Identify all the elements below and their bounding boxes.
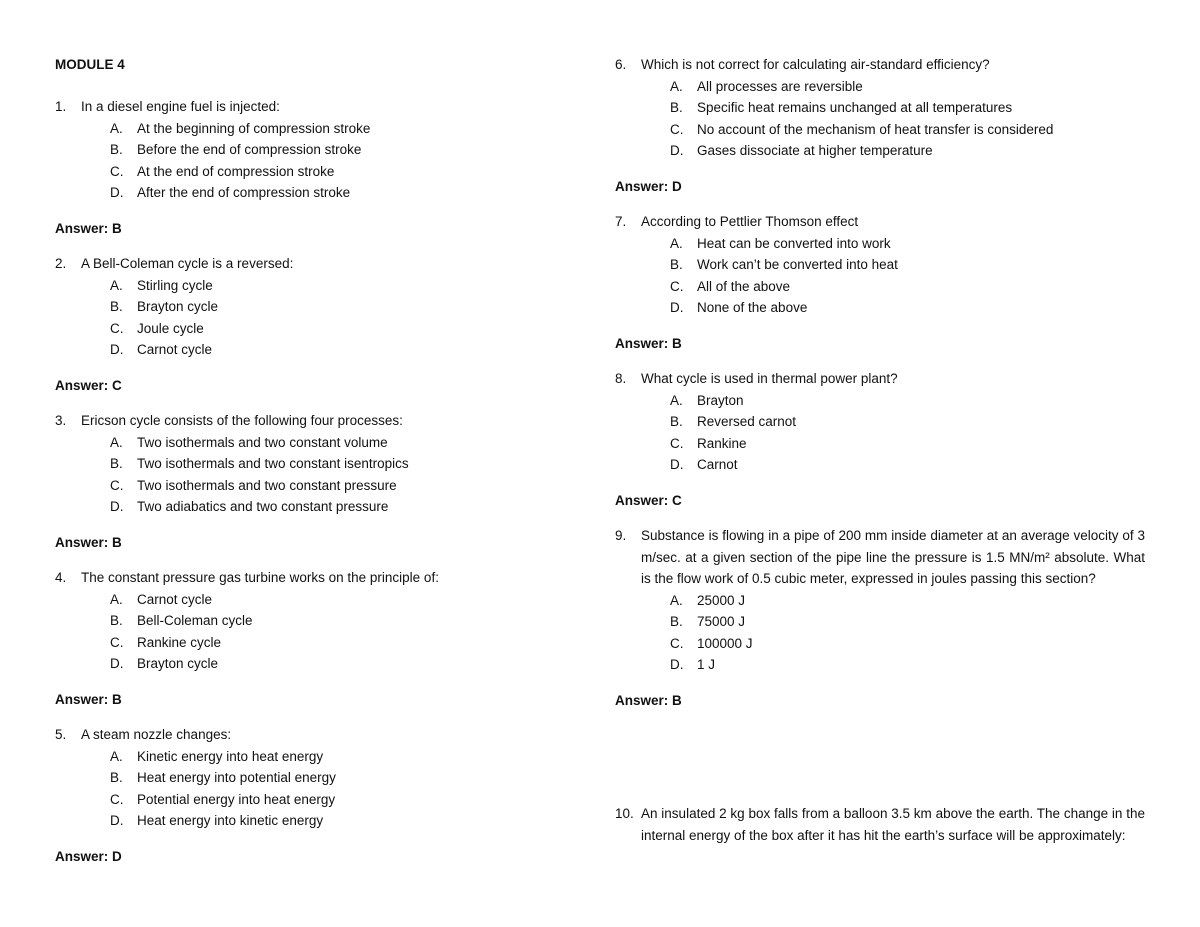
right-column bbox=[615, 54, 1145, 846]
option-item bbox=[55, 161, 555, 183]
option-text: Two isothermals and two constant isentropics bbox=[137, 456, 409, 471]
option-item bbox=[615, 76, 1145, 98]
option-item bbox=[615, 233, 1145, 255]
option-letter: D. bbox=[670, 457, 684, 472]
option-letter: D. bbox=[670, 300, 684, 315]
option-item bbox=[615, 97, 1145, 119]
option-item bbox=[615, 654, 1145, 676]
option-text: Reversed carnot bbox=[697, 414, 797, 429]
option-item bbox=[55, 610, 555, 632]
option-text: 1 J bbox=[697, 657, 716, 672]
question-number: 8. bbox=[615, 371, 627, 386]
option-text: Carnot cycle bbox=[137, 591, 213, 607]
answer-line: Answer: B bbox=[55, 220, 122, 236]
option-letter: A. bbox=[670, 592, 683, 608]
question-number: 5. bbox=[55, 727, 67, 742]
option-text: 25000 J bbox=[697, 592, 746, 608]
question-block bbox=[615, 803, 1145, 846]
option-letter: A. bbox=[110, 277, 123, 293]
option-text: 75000 J bbox=[697, 614, 746, 629]
option-letter: D. bbox=[110, 656, 124, 671]
answer-line: Answer: D bbox=[615, 178, 682, 194]
options-list bbox=[615, 76, 1145, 162]
option-letter: B. bbox=[110, 770, 123, 785]
question-text: Substance is flowing in a pipe of 200 mm inside diameter at an average velocity of 3 m/sec. at a given section of the pipe line the pressure is 1.5 MN/m² absolute. What is the flow work of 0.5 cubic meter, expressed in joules passing this section? bbox=[641, 528, 1145, 586]
question-text: A Bell-Coleman cycle is a reversed: bbox=[81, 256, 294, 271]
question-block bbox=[55, 410, 555, 553]
option-text: Heat can be converted into work bbox=[697, 235, 891, 251]
options-list bbox=[615, 233, 1145, 319]
option-item bbox=[615, 433, 1145, 455]
option-text: Potential energy into heat energy bbox=[137, 791, 336, 807]
option-letter: C. bbox=[110, 320, 124, 336]
option-item bbox=[615, 390, 1145, 412]
option-item bbox=[55, 275, 555, 297]
question-number: 6. bbox=[615, 57, 627, 72]
question-number: 9. bbox=[615, 528, 627, 543]
option-letter: B. bbox=[670, 414, 683, 429]
option-text: Kinetic energy into heat energy bbox=[137, 748, 324, 764]
option-item bbox=[615, 590, 1145, 612]
option-text: At the beginning of compression stroke bbox=[137, 120, 371, 136]
option-text: Brayton bbox=[697, 392, 744, 408]
option-text: Two isothermals and two constant pressure bbox=[137, 477, 397, 493]
option-text: Carnot bbox=[697, 457, 738, 472]
option-item bbox=[55, 182, 555, 204]
left-column bbox=[55, 54, 555, 881]
option-letter: C. bbox=[670, 121, 684, 137]
option-item bbox=[55, 767, 555, 789]
option-letter: C. bbox=[110, 791, 124, 807]
option-text: Brayton cycle bbox=[137, 656, 219, 671]
option-item bbox=[615, 611, 1145, 633]
blank-space bbox=[615, 725, 1145, 803]
option-letter: A. bbox=[110, 434, 123, 450]
option-letter: C. bbox=[110, 477, 124, 493]
option-item bbox=[55, 318, 555, 340]
option-item bbox=[55, 339, 555, 361]
option-item bbox=[55, 810, 555, 832]
option-letter: A. bbox=[670, 235, 683, 251]
option-text: After the end of compression stroke bbox=[137, 185, 351, 200]
option-item bbox=[55, 653, 555, 675]
option-item bbox=[55, 746, 555, 768]
question-number: 7. bbox=[615, 214, 627, 229]
option-letter: C. bbox=[670, 278, 684, 294]
question-number: 4. bbox=[55, 570, 67, 585]
question-text: In a diesel engine fuel is injected: bbox=[81, 99, 280, 114]
option-item bbox=[615, 633, 1145, 655]
question-text: According to Pettlier Thomson effect bbox=[641, 214, 859, 229]
options-list bbox=[55, 432, 555, 518]
option-letter: D. bbox=[110, 342, 124, 357]
option-text: Two adiabatics and two constant pressure bbox=[137, 499, 389, 514]
answer-line: Answer: B bbox=[55, 691, 122, 707]
option-item bbox=[55, 453, 555, 475]
question-block bbox=[55, 724, 555, 867]
question-text: What cycle is used in thermal power plant? bbox=[641, 371, 898, 386]
question-text: Which is not correct for calculating air-standard efficiency? bbox=[641, 57, 990, 72]
option-letter: A. bbox=[110, 120, 123, 136]
option-item bbox=[55, 296, 555, 318]
answer-line: Answer: C bbox=[615, 492, 682, 508]
answer-line: Answer: B bbox=[615, 692, 682, 708]
page-title: MODULE 4 bbox=[55, 57, 125, 72]
option-letter: A. bbox=[670, 392, 683, 408]
options-list bbox=[55, 118, 555, 204]
answer-line: Answer: C bbox=[55, 377, 122, 393]
option-letter: D. bbox=[110, 813, 124, 828]
option-text: Carnot cycle bbox=[137, 342, 213, 357]
options-list bbox=[615, 390, 1145, 476]
options-list bbox=[55, 746, 555, 832]
option-text: Specific heat remains unchanged at all temperatures bbox=[697, 100, 1013, 115]
option-text: No account of the mechanism of heat transfer is considered bbox=[697, 121, 1054, 137]
option-text: Rankine cycle bbox=[137, 634, 222, 650]
option-letter: C. bbox=[670, 435, 684, 451]
option-letter: D. bbox=[110, 499, 124, 514]
question-block bbox=[55, 567, 555, 710]
question-block bbox=[615, 525, 1145, 711]
question-block bbox=[55, 96, 555, 239]
options-list bbox=[55, 275, 555, 361]
option-item bbox=[55, 589, 555, 611]
option-text: All processes are reversible bbox=[697, 78, 863, 94]
option-letter: C. bbox=[110, 634, 124, 650]
question-block bbox=[615, 211, 1145, 354]
option-text: Before the end of compression stroke bbox=[137, 142, 362, 157]
question-number: 3. bbox=[55, 413, 67, 428]
option-letter: D. bbox=[110, 185, 124, 200]
option-text: Bell-Coleman cycle bbox=[137, 613, 253, 628]
question-number: 2. bbox=[55, 256, 67, 271]
options-list bbox=[615, 590, 1145, 676]
answer-line: Answer: B bbox=[55, 534, 122, 550]
option-letter: B. bbox=[110, 142, 123, 157]
options-list bbox=[55, 589, 555, 675]
option-item bbox=[615, 276, 1145, 298]
option-letter: D. bbox=[670, 143, 684, 158]
question-text: Ericson cycle consists of the following four processes: bbox=[81, 413, 403, 428]
option-item bbox=[55, 475, 555, 497]
question-text: An insulated 2 kg box falls from a balloon 3.5 km above the earth. The change in the internal energy of the box after it has hit the earth’s surface will be approximately: bbox=[641, 806, 1145, 843]
option-letter: A. bbox=[110, 748, 123, 764]
option-item bbox=[615, 119, 1145, 141]
option-item bbox=[55, 496, 555, 518]
question-text: A steam nozzle changes: bbox=[81, 727, 232, 742]
option-letter: A. bbox=[110, 591, 123, 607]
option-item bbox=[55, 632, 555, 654]
option-text: Two isothermals and two constant volume bbox=[137, 434, 388, 450]
question-number: 10. bbox=[615, 806, 634, 821]
answer-line: Answer: D bbox=[55, 848, 122, 864]
option-item bbox=[615, 140, 1145, 162]
option-text: Heat energy into potential energy bbox=[137, 770, 336, 785]
question-number: 1. bbox=[55, 99, 67, 114]
option-text: Joule cycle bbox=[137, 320, 204, 336]
option-letter: B. bbox=[670, 100, 683, 115]
option-item bbox=[55, 789, 555, 811]
option-text: Gases dissociate at higher temperature bbox=[697, 143, 933, 158]
option-item bbox=[55, 432, 555, 454]
question-block bbox=[615, 368, 1145, 511]
option-text: Work can’t be converted into heat bbox=[697, 257, 898, 272]
option-item bbox=[615, 454, 1145, 476]
option-letter: B. bbox=[670, 614, 683, 629]
option-text: At the end of compression stroke bbox=[137, 163, 335, 179]
option-letter: B. bbox=[110, 456, 123, 471]
option-item bbox=[55, 139, 555, 161]
option-text: None of the above bbox=[697, 300, 808, 315]
question-block bbox=[55, 253, 555, 396]
option-item bbox=[615, 411, 1145, 433]
option-item bbox=[615, 297, 1145, 319]
question-block bbox=[615, 54, 1145, 197]
option-text: Stirling cycle bbox=[137, 277, 213, 293]
option-letter: B. bbox=[110, 613, 123, 628]
option-item bbox=[55, 118, 555, 140]
question-text: The constant pressure gas turbine works on the principle of: bbox=[81, 570, 439, 585]
option-letter: D. bbox=[670, 657, 684, 672]
option-text: Brayton cycle bbox=[137, 299, 219, 314]
answer-line: Answer: B bbox=[615, 335, 682, 351]
option-text: All of the above bbox=[697, 278, 791, 294]
option-letter: B. bbox=[110, 299, 123, 314]
option-text: 100000 J bbox=[697, 635, 753, 651]
option-letter: A. bbox=[670, 78, 683, 94]
option-text: Rankine bbox=[697, 435, 747, 451]
option-letter: C. bbox=[110, 163, 124, 179]
option-text: Heat energy into kinetic energy bbox=[137, 813, 324, 828]
option-letter: B. bbox=[670, 257, 683, 272]
option-item bbox=[615, 254, 1145, 276]
option-letter: C. bbox=[670, 635, 684, 651]
